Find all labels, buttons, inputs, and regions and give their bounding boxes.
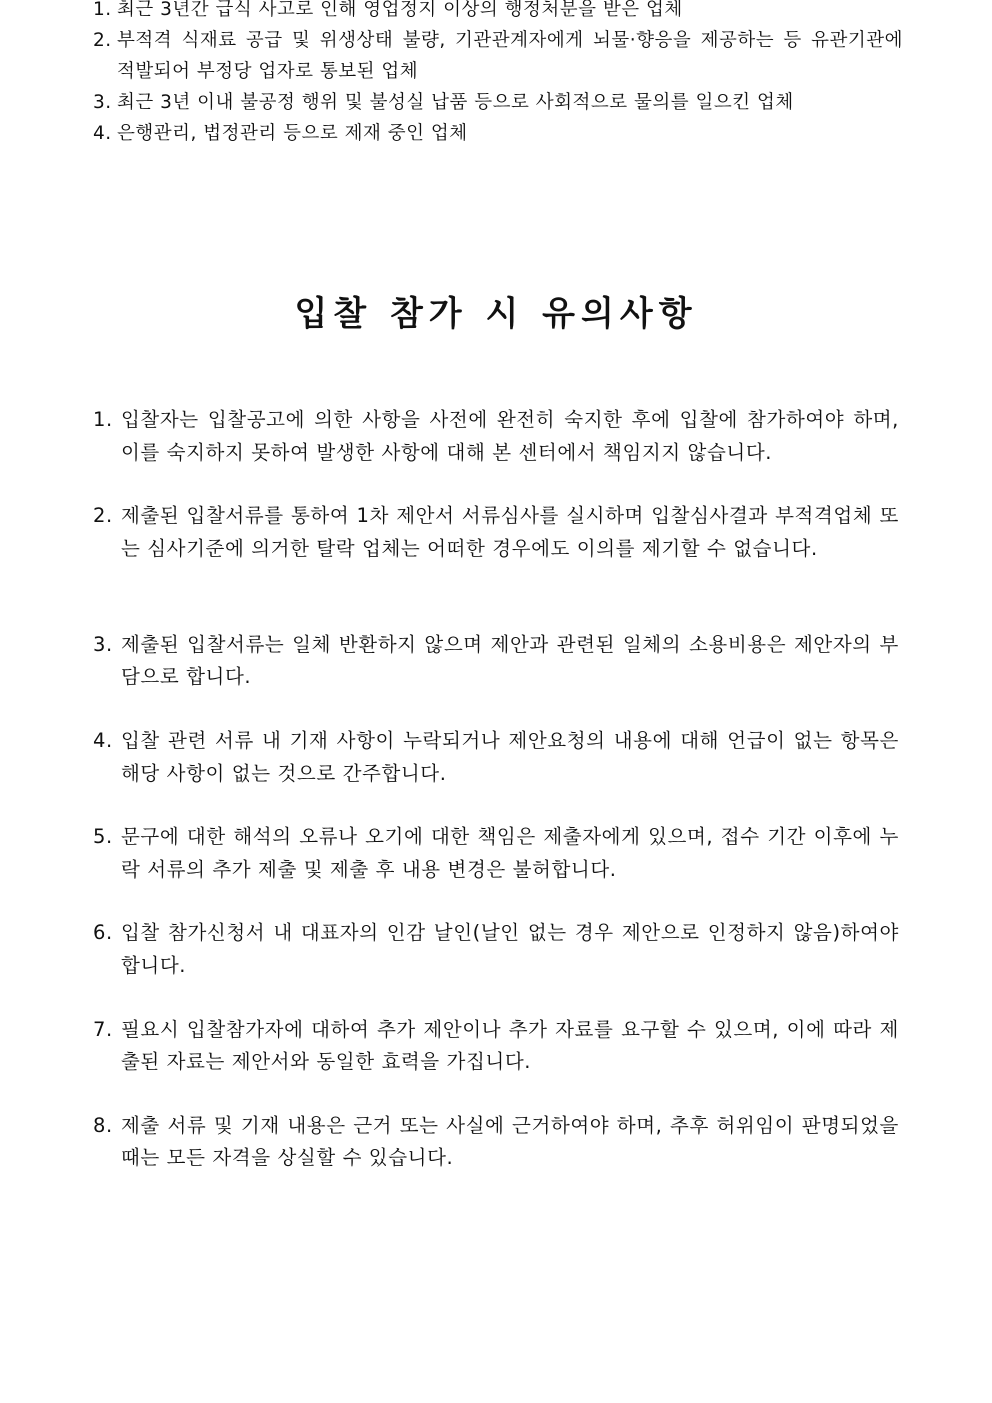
list-item-number: 3. (93, 92, 112, 113)
list-item-text: 부적격 식재료 공급 및 위생상태 불량, 기관관계자에게 뇌물·향응을 제공하는 등 유관기관에 적발되어 부정당 업자로 통보된 업체 (117, 30, 903, 82)
note-text: 제출된 입찰서류를 통하여 1차 제안서 서류심사를 실시하며 입찰심사결과 부적격업체 또는 심사기준에 의거한 탈락 업체는 어떠한 경우에도 이의를 제기할 수 없습니다. (121, 504, 899, 560)
list-item-text: 최근 3년간 급식 사고로 인해 영업정지 이상의 행정처분을 받은 업체 (117, 0, 683, 20)
note-number: 1. (93, 408, 113, 431)
list-item (93, 118, 903, 149)
note-item (93, 500, 899, 629)
list-item-number: 2. (93, 30, 112, 51)
note-text: 입찰자는 입찰공고에 의한 사항을 사전에 완전히 숙지한 후에 입찰에 참가하여야 하며, 이를 숙지하지 못하여 발생한 사항에 대해 본 센터에서 책임지지 않습니다. (121, 408, 899, 464)
note-text: 입찰 참가신청서 내 대표자의 인감 날인(날인 없는 경우 제안으로 인정하지 않음)하여야 합니다. (121, 921, 899, 977)
note-number: 3. (93, 632, 113, 656)
section-title: 입찰 참가 시 유의사항 (294, 294, 698, 334)
bidding-notes-list (93, 404, 899, 1206)
note-item (93, 917, 899, 1013)
note-item (93, 1110, 899, 1206)
note-item (93, 629, 899, 725)
note-text: 제출 서류 및 기재 내용은 근거 또는 사실에 근거하여야 하며, 추후 허위임이 판명되었을 때는 모든 자격을 상실할 수 있습니다. (121, 1113, 899, 1170)
disqualified-company-list (93, 0, 903, 149)
list-item-number: 4. (93, 123, 112, 144)
list-item (93, 25, 903, 87)
note-text: 필요시 입찰참가자에 대하여 추가 제안이나 추가 자료를 요구할 수 있으며, 이에 따라 제출된 자료는 제안서와 동일한 효력을 가집니다. (121, 1017, 899, 1074)
note-number: 8. (93, 1113, 113, 1137)
note-item (93, 821, 899, 917)
note-text: 문구에 대한 해석의 오류나 오기에 대한 책임은 제출자에게 있으며, 접수 기간 이후에 누락 서류의 추가 제출 및 제출 후 내용 변경은 불허합니다. (121, 825, 899, 881)
note-item (93, 725, 899, 821)
note-number: 5. (93, 825, 113, 849)
note-text: 제출된 입찰서류는 일체 반환하지 않으며 제안과 관련된 일체의 소용비용은 제안자의 부담으로 합니다. (121, 632, 899, 689)
note-text: 입찰 관련 서류 내 기재 사항이 누락되거나 제안요청의 내용에 대해 언급이 없는 항목은 해당 사항이 없는 것으로 간주합니다. (121, 729, 899, 785)
list-item-number: 1. (93, 0, 112, 20)
note-number: 7. (93, 1017, 113, 1041)
list-item (93, 0, 903, 25)
note-item (93, 404, 899, 500)
note-item (93, 1014, 899, 1110)
list-item-text: 은행관리, 법정관리 등으로 제재 중인 업체 (117, 123, 468, 144)
note-number: 6. (93, 921, 113, 945)
note-number: 4. (93, 729, 113, 753)
list-item (93, 87, 903, 118)
note-number: 2. (93, 504, 113, 528)
list-item-text: 최근 3년 이내 불공정 행위 및 불성실 납품 등으로 사회적으로 물의를 일으킨 업체 (117, 92, 794, 113)
